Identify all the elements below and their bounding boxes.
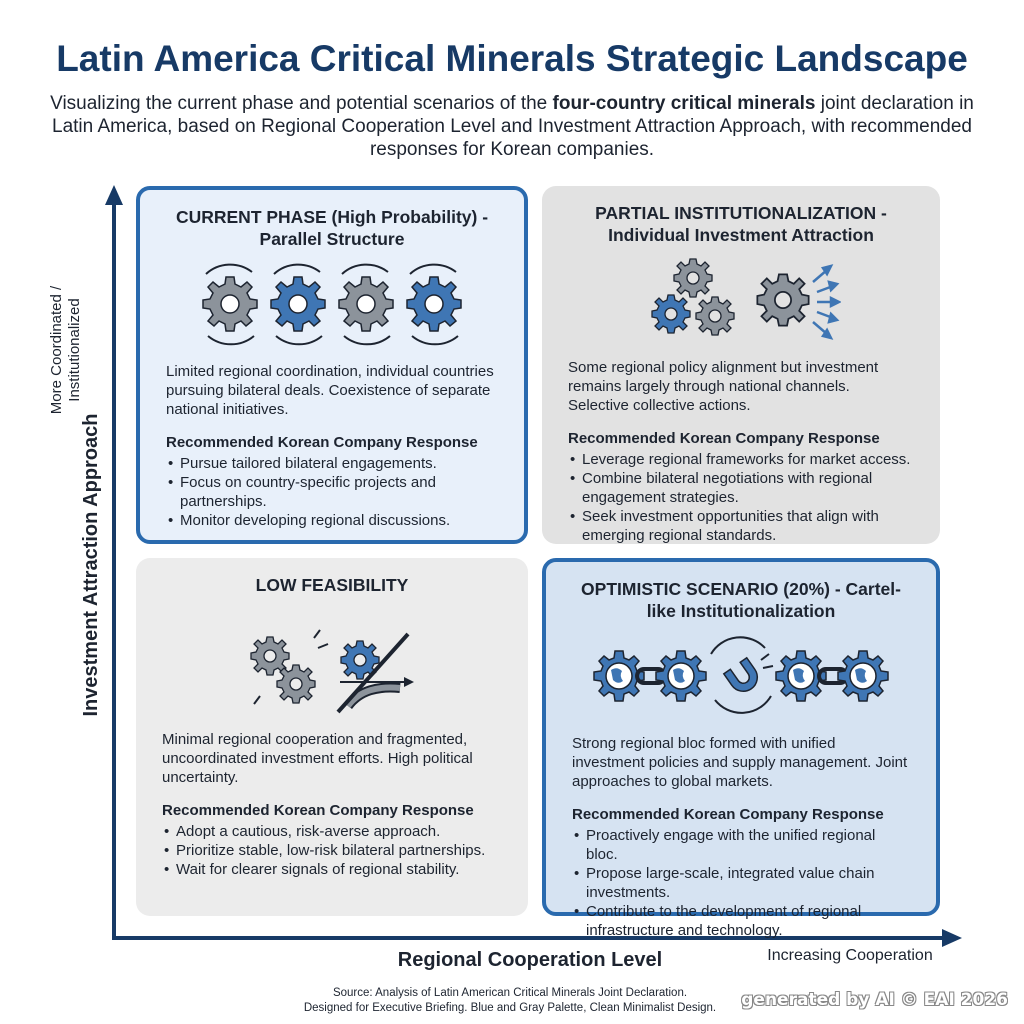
list-item: • Leverage regional frameworks for market access. [568, 450, 914, 469]
quadrant-description: Some regional policy alignment but investment remains largely through national channels. Selective collective actions. [568, 359, 879, 414]
source-note [260, 986, 760, 1016]
gear-cluster-radiating-icon [568, 248, 914, 350]
x-axis-arrowhead [942, 929, 962, 947]
quadrant-description: Minimal regional cooperation and fragmented, uncoordinated investment efforts. High political uncertainty. [162, 731, 473, 786]
source-line-1: Source: Analysis of Latin American Critical Minerals Joint Declaration. [332, 987, 688, 999]
list-item: • Propose large-scale, integrated value chain investments. [572, 864, 910, 902]
subtitle-post: joint declaration in Latin America, based on Regional Cooperation Level and Investment Attraction Approach, with recommended responses for Korean companies. [52, 93, 974, 160]
response-title: Recommended Korean Company Response [572, 806, 884, 823]
response-title: Recommended Korean Company Response [166, 434, 478, 451]
list-item: • Adopt a cautious, risk-averse approach. [162, 822, 502, 841]
list-item: • Combine bilateral negotiations with regional engagement strategies. [568, 469, 914, 507]
subtitle-bold: four-country critical minerals [552, 93, 816, 114]
response-title: Recommended Korean Company Response [568, 430, 880, 447]
y-axis-title: Investment Attraction Approach [80, 413, 102, 717]
y-axis-arrowhead [105, 185, 123, 205]
quadrant-partial-institutionalization [542, 186, 940, 544]
chained-globe-gears-magnet-icon [572, 624, 910, 726]
response-title: Recommended Korean Company Response [162, 802, 474, 819]
quadrant-title: OPTIMISTIC SCENARIO (20%) - Cartel-like Institutionalization [581, 579, 901, 621]
quadrant-optimistic-scenario [542, 558, 940, 939]
x-axis-end-label: Increasing Cooperation [767, 947, 933, 964]
quadrant-title: CURRENT PHASE (High Probability) - Parallel Structure [175, 207, 489, 249]
response-list [572, 826, 910, 940]
list-item: • Wait for clearer signals of regional stability. [162, 860, 502, 879]
response-list [166, 454, 498, 530]
quadrant-current-phase [136, 186, 528, 544]
list-item: • Seek investment opportunities that align with emerging regional standards. [568, 507, 914, 545]
page-title: Latin America Critical Minerals Strategic Landscape [56, 38, 968, 79]
list-item: • Contribute to the development of regional infrastructure and technology. [572, 902, 910, 940]
watermark: generated by AI © EAI 2026 [741, 990, 1008, 1010]
response-list [568, 450, 914, 545]
quadrant-description: Strong regional bloc formed with unified investment policies and supply management. Joint approaches to global markets. [572, 735, 908, 790]
quadrant-low-feasibility [136, 558, 528, 916]
quadrant-title: PARTIAL INSTITUTIONALIZATION - Individual Investment Attraction [595, 203, 887, 245]
list-item: • Monitor developing regional discussions. [166, 511, 498, 530]
quadrant-title: LOW FEASIBILITY [255, 575, 409, 595]
parallel-gears-icon [166, 252, 498, 354]
y-axis-side-label: More Coordinated / Institutionalized [48, 285, 83, 415]
subtitle-pre: Visualizing the current phase and potential scenarios of the [50, 93, 553, 114]
response-list [162, 822, 502, 879]
source-line-2: Designed for Executive Briefing. Blue and Gray Palette, Clean Minimalist Design. [303, 1002, 717, 1014]
list-item: • Pursue tailored bilateral engagements. [166, 454, 498, 473]
list-item: • Prioritize stable, low-risk bilateral partnerships. [162, 841, 502, 860]
broken-gears-icon [162, 620, 502, 722]
list-item: • Proactively engage with the unified regional bloc. [572, 826, 910, 864]
x-axis-title: Regional Cooperation Level [397, 949, 663, 971]
quadrant-description: Limited regional coordination, individual countries pursuing bilateral deals. Coexistence of separate national initiatives. [166, 363, 494, 418]
list-item: • Focus on country-specific projects and partnerships. [166, 473, 498, 511]
